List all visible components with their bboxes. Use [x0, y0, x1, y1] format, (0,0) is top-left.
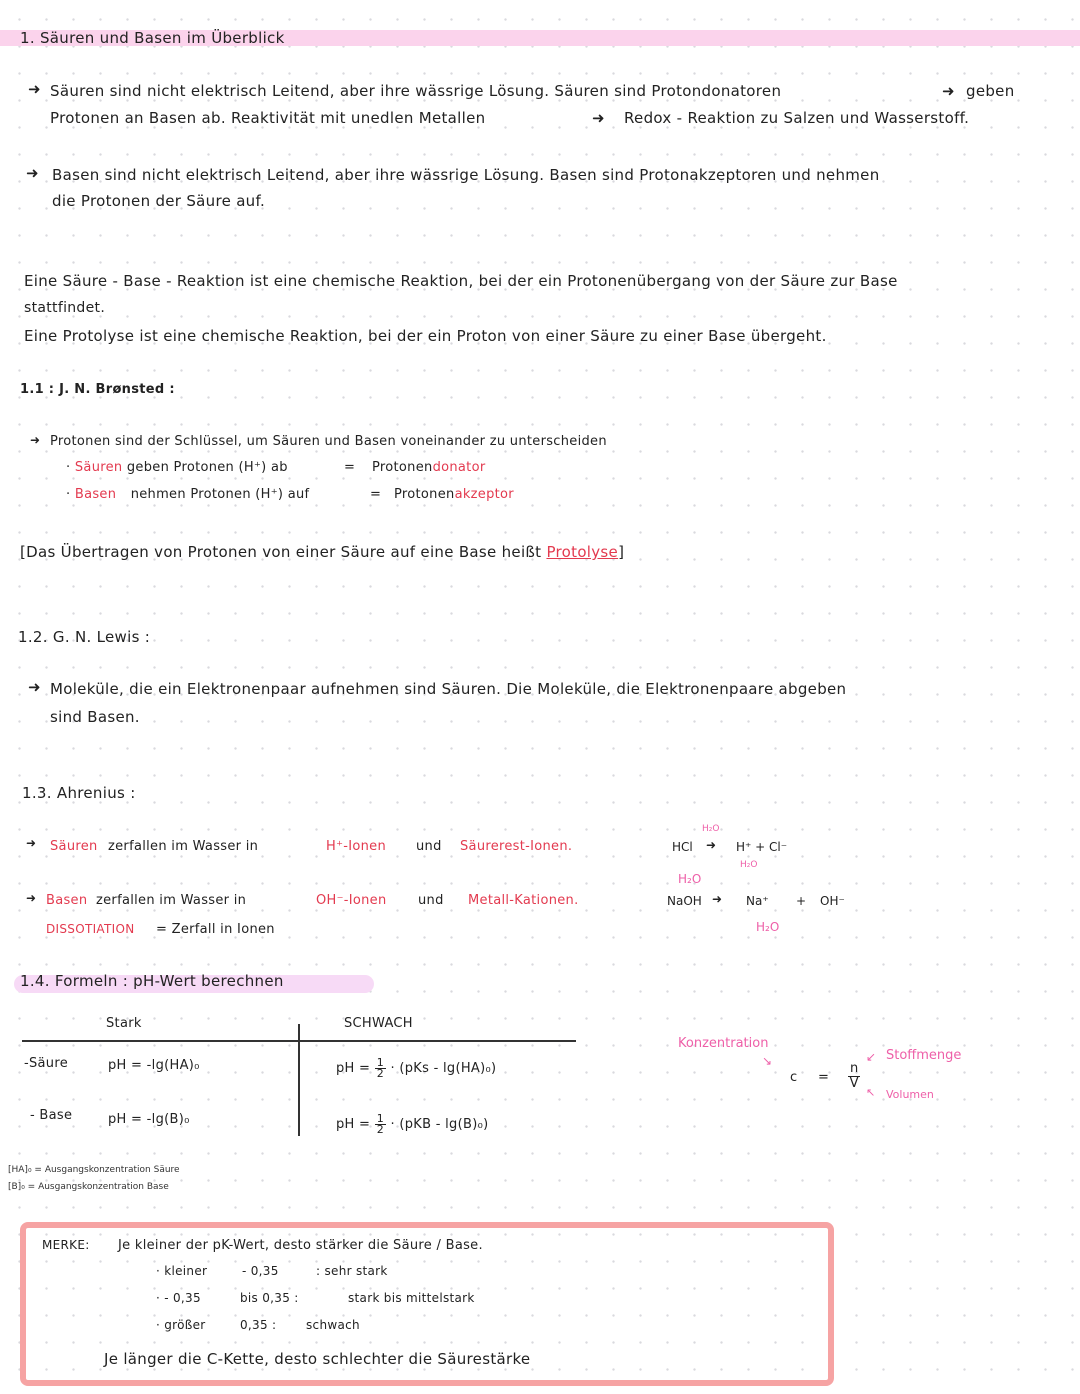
h2o-label: H₂O — [756, 920, 780, 934]
bronsted-acid-row: · Säuren geben Protonen (H⁺) ab — [66, 460, 288, 475]
volumen-arrow-icon: ↖ — [866, 1086, 876, 1099]
h2o-label: H₂O — [702, 824, 720, 834]
table-column-divider — [298, 1024, 300, 1136]
strong-base-formula: pH = -lg(B)₀ — [108, 1112, 190, 1127]
arrhenius-acid-word: Säuren — [50, 839, 98, 854]
merke-row-2a: · - 0,35 — [156, 1291, 201, 1305]
stoffmenge-label: Stoffmenge — [886, 1048, 962, 1063]
stoffmenge-arrow-icon: ↙ — [866, 1050, 877, 1064]
base-rest: nehmen Protonen (H⁺) auf — [130, 487, 310, 502]
page-title: 1. Säuren und Basen im Überblick — [20, 29, 285, 47]
strong-acid-formula: pH = -lg(HA)₀ — [108, 1058, 200, 1073]
acid-word: Säuren — [74, 460, 123, 475]
bronsted-base-row: · Basen nehmen Protonen (H⁺) auf — [66, 487, 310, 502]
reaction-arrow-icon: ➜ — [712, 892, 723, 906]
base-definition: Protonenakzeptor — [394, 487, 514, 502]
c-symbol: c — [790, 1070, 798, 1085]
naoh-formula: NaOH — [667, 894, 702, 908]
definition-1-line-1: Eine Säure - Base - Reaktion ist eine chemische Reaktion, bei der ein Protonenübergang von der Säure zur Base — [24, 272, 898, 290]
arrow-icon: ➜ — [28, 678, 41, 696]
arrhenius-h-ions: H⁺-Ionen — [326, 839, 386, 854]
arrhenius-heading: 1.3. Ahrenius : — [22, 784, 136, 802]
n-over-v-fraction: n V — [849, 1061, 859, 1091]
oh-ion: OH⁻ — [820, 894, 845, 908]
merke-last-line: Je länger die C-Kette, desto schlechter die Säurestärke — [104, 1350, 531, 1368]
acid-definition: Protonendonator — [372, 460, 486, 475]
arrhenius-base-word: Basen — [46, 893, 88, 908]
bronsted-heading: 1.1 : J. N. Brønsted : — [20, 382, 175, 397]
definition-1-line-2: stattfindet. — [24, 300, 106, 316]
half-fraction: $\frac{1}{2}$ — [376, 1112, 385, 1136]
legend-base-concentration: [B]₀ = Ausgangskonzentration Base — [8, 1182, 169, 1192]
definition-2: Eine Protolyse ist eine chemische Reaktion, bei der ein Proton von einer Säure zu einer Base übergeht. — [24, 327, 827, 345]
lewis-heading: 1.2. G. N. Lewis : — [18, 628, 151, 646]
equals-sign: = — [370, 487, 382, 502]
lewis-line-1: Moleküle, die ein Elektronenpaar aufnehmen sind Säuren. Die Moleküle, die Elektronenpaare abgeben — [50, 680, 847, 698]
merke-row-2c: stark bis mittelstark — [348, 1291, 475, 1305]
row-acid-label: -Säure — [24, 1056, 69, 1071]
arrow-icon: ➜ — [592, 109, 605, 127]
reaction-arrow-icon: ➜ — [706, 838, 717, 852]
arrow-icon: ➜ — [26, 164, 39, 182]
hcl-formula: HCl — [672, 840, 693, 854]
arrhenius-acid-text: zerfallen im Wasser in — [108, 839, 259, 854]
arrow-icon: ➜ — [942, 82, 955, 100]
h2o-label: H₂O — [740, 860, 758, 870]
hcl-products: H⁺ + Cl⁻ — [736, 840, 788, 854]
bases-line-1: Basen sind nicht elektrisch Leitend, aber ihre wässrige Lösung. Basen sind Protonakzeptoren und nehmen — [52, 166, 880, 184]
acids-line-2b: Redox - Reaktion zu Salzen und Wasserstoff. — [624, 109, 970, 127]
arrhenius-and: und — [416, 839, 442, 854]
acids-line-1b: geben — [966, 82, 1015, 100]
arrhenius-acid-rest-ions: Säurerest-Ionen. — [460, 839, 573, 854]
merke-row-1a: · kleiner — [156, 1264, 208, 1278]
curved-arrow-icon: ↘ — [762, 1054, 773, 1068]
bronsted-line-1: Protonen sind der Schlüssel, um Säuren und Basen voneinander zu unterscheiden — [50, 434, 607, 449]
arrow-icon: ➜ — [30, 433, 41, 447]
merke-row-3b: 0,35 : — [240, 1318, 277, 1332]
concentration-label: Konzentration — [678, 1036, 769, 1051]
legend-acid-concentration: [HA]₀ = Ausgangskonzentration Säure — [8, 1165, 180, 1175]
arrow-icon: ➜ — [26, 836, 37, 850]
volumen-label: Volumen — [886, 1088, 934, 1101]
acids-line-1: Säuren sind nicht elektrisch Leitend, aber ihre wässrige Lösung. Säuren sind Protondonatoren — [50, 82, 782, 100]
merke-line-1: Je kleiner der pK-Wert, desto stärker die Säure / Base. — [118, 1238, 483, 1253]
merke-row-1b: - 0,35 — [242, 1264, 279, 1278]
acid-rest: geben Protonen (H⁺) ab — [126, 460, 288, 475]
half-fraction: $\frac{1}{2}$ — [376, 1056, 385, 1080]
dissociation-term: DISSOTIATION — [46, 922, 135, 936]
arrhenius-base-text: zerfallen im Wasser in — [96, 893, 247, 908]
h2o-label: H₂O — [678, 872, 702, 886]
c-equals: = — [818, 1070, 829, 1085]
equals-sign: = — [344, 460, 356, 475]
arrow-icon: ➜ — [26, 891, 37, 905]
arrow-icon: ➜ — [28, 80, 41, 98]
weak-acid-formula: pH = $\frac{1}{2}$ · (pKs - lg(HA)₀) — [336, 1056, 497, 1080]
lewis-line-2: sind Basen. — [50, 708, 140, 726]
merke-row-1c: : sehr stark — [316, 1264, 388, 1278]
bases-line-2: die Protonen der Säure auf. — [52, 192, 266, 210]
merke-label: MERKE: — [42, 1238, 90, 1252]
merke-row-3c: schwach — [306, 1318, 360, 1332]
merke-row-3a: · größer — [156, 1318, 206, 1332]
protolyse-note: [Das Übertragen von Protonen von einer Säure auf eine Base heißt Protolyse] — [20, 543, 625, 561]
merke-row-2b: bis 0,35 : — [240, 1291, 299, 1305]
weak-base-formula: pH = $\frac{1}{2}$ · (pKB - lg(B)₀) — [336, 1112, 489, 1136]
arrhenius-oh-ions: OH⁻-Ionen — [316, 893, 387, 908]
col-weak-header: SCHWACH — [344, 1016, 413, 1031]
arrhenius-and: und — [418, 893, 444, 908]
col-strong-header: Stark — [106, 1016, 142, 1031]
dissociation-definition: = Zerfall in Ionen — [156, 922, 275, 937]
na-ion: Na⁺ — [746, 894, 769, 908]
base-word: Basen — [74, 487, 117, 502]
arrhenius-metal-cations: Metall-Kationen. — [468, 893, 579, 908]
plus-sign: + — [796, 894, 807, 908]
row-base-label: - Base — [30, 1108, 73, 1123]
formulas-heading: 1.4. Formeln : pH-Wert berechnen — [20, 972, 284, 990]
acids-line-2: Protonen an Basen ab. Reaktivität mit unedlen Metallen — [50, 109, 486, 127]
